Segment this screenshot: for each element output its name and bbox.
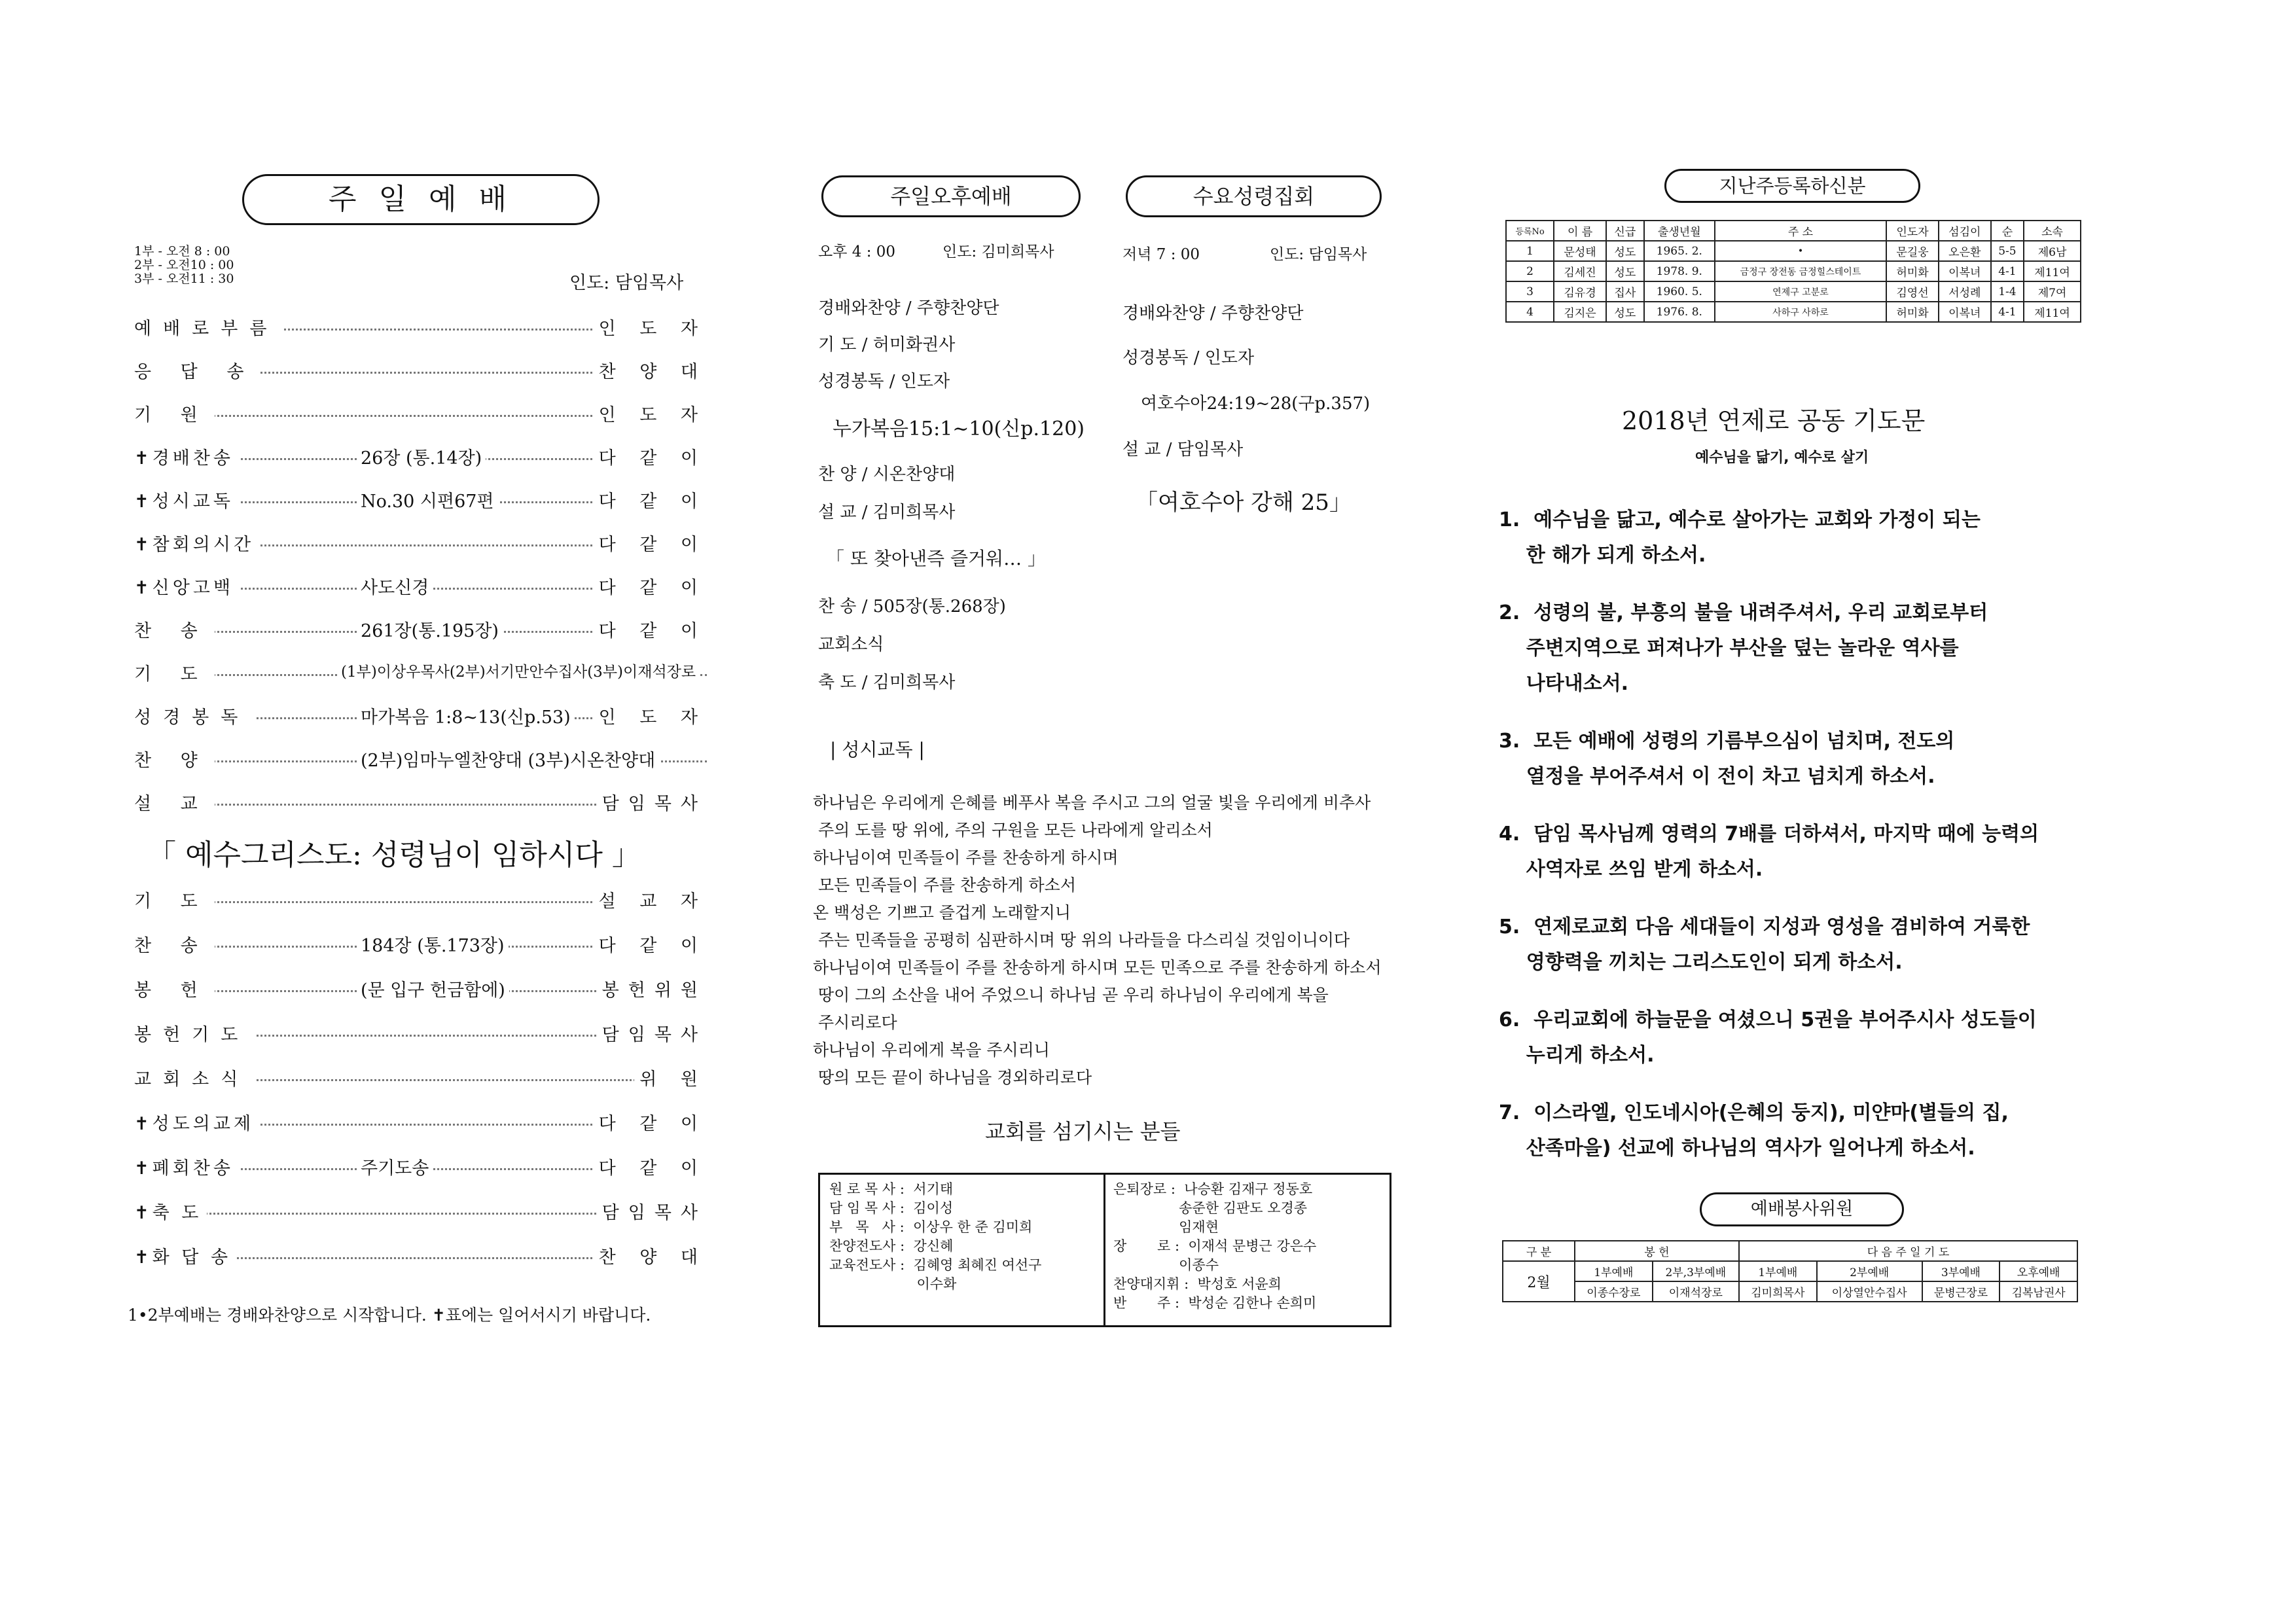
order-detail: 184장 (통.173장) [357, 931, 509, 957]
registration-row [1506, 302, 2081, 322]
psalm-line: 주의 도를 땅 위에, 주의 구원을 모든 나라에게 알리소서 [813, 821, 1213, 840]
servants-box [818, 1173, 1391, 1327]
order-label: 설 교 [134, 789, 215, 815]
afternoon-worship-title: 주일오후예배 [821, 175, 1081, 217]
registration-cell: 사하구 사하로 [1715, 302, 1886, 322]
order-role: 담임목사 [597, 1020, 707, 1046]
service-sub-6: 오후예배 [2000, 1261, 2077, 1281]
registration-cell: 오은환 [1939, 241, 1991, 261]
order-label: 기 도 [134, 660, 215, 685]
time-3: 3부 - 오전11 : 30 [134, 272, 234, 286]
afternoon-leader: 인도: 김미희목사 [942, 243, 1054, 260]
prayer-list [1499, 503, 2039, 1188]
order-label: ✝성시교독 [134, 487, 239, 512]
order-label: ✝신앙고백 [134, 573, 239, 599]
service-header-row [1503, 1241, 2077, 1261]
registration-row [1506, 281, 2081, 302]
order-row [134, 660, 707, 686]
wednesday-line-4: 설 교 / 담임목사 [1122, 440, 1244, 459]
order-detail: No.30 시편67편 [357, 487, 498, 512]
psalm-line: 주시리로다 [813, 1013, 897, 1032]
registration-cell: 허미화 [1886, 302, 1939, 322]
prayer-item [1499, 1096, 2039, 1166]
registration-cell: 연제구 고분로 [1715, 281, 1886, 302]
header-affiliation: 소속 [2024, 221, 2081, 241]
order-detail: 주기도송 [357, 1154, 433, 1179]
order-role: 위 원 [634, 1065, 707, 1090]
servant-line: 송준한 김판도 오경종 [1113, 1200, 1308, 1216]
afternoon-line-3: 성경봉독 / 인도자 [818, 372, 950, 391]
registration-table [1505, 220, 2081, 323]
order-label: 봉헌기도 [134, 1020, 255, 1046]
order-label: 찬 송 [134, 616, 215, 642]
service-sub-4: 2부예배 [1817, 1261, 1922, 1281]
servant-line: 찬양대지휘 : 박성호 서윤희 [1113, 1276, 1282, 1292]
psalm-line: 온 백성은 기쁘고 즐겁게 노래할지니 [813, 903, 1071, 922]
service-val-6: 김복남권사 [2000, 1281, 2077, 1302]
order-role: 다 같 이 [594, 1154, 707, 1179]
registration-row [1506, 261, 2081, 281]
header-rank: 신급 [1606, 221, 1644, 241]
prayer-line: 나타내소서. [1499, 672, 1629, 695]
psalm-line: 하나님이 우리에게 복을 주시리니 [813, 1041, 1050, 1060]
order-detail: (1부)이상우목사(2부)서기만안수집사(3부)이재석장로 [337, 660, 700, 681]
registration-cell: 4-1 [1991, 302, 2024, 322]
service-sub-row [1503, 1261, 2077, 1281]
prayer-item [1499, 503, 2039, 573]
order-label: 교회소식 [134, 1065, 255, 1090]
registration-cell: 1960. 5. [1644, 281, 1715, 302]
prayer-item [1499, 910, 2039, 980]
worship-order [134, 314, 707, 838]
service-month: 2월 [1503, 1261, 1575, 1302]
servant-line: 원 로 목 사 : 서기태 [829, 1181, 954, 1197]
registration-cell: 문성태 [1554, 241, 1606, 261]
wednesday-line-1: 경배와찬양 / 주향찬양단 [1122, 304, 1304, 323]
header-no: 등록No [1506, 221, 1554, 241]
registration-cell: 문길웅 [1886, 241, 1939, 261]
order-row [134, 746, 707, 772]
service-val-5: 문병근장로 [1922, 1281, 2000, 1302]
service-h-offering: 봉 헌 [1575, 1241, 1739, 1261]
servant-line: 은퇴장로 : 나승환 김재구 정동호 [1113, 1181, 1313, 1197]
registration-cell: 성도 [1606, 241, 1644, 261]
order-row [134, 444, 707, 470]
registration-cell: 이복녀 [1939, 302, 1991, 322]
registration-cell: • [1715, 241, 1886, 261]
order-detail: (문 입구 헌금함에) [357, 976, 509, 1001]
sermon-title: 「 예수그리스도: 성령님이 임하시다 」 [147, 838, 641, 872]
order-row [134, 401, 707, 427]
service-val-4: 이상열안수집사 [1817, 1281, 1922, 1302]
service-committee-table [1502, 1240, 2078, 1302]
order-label: 찬 양 [134, 746, 215, 772]
header-address: 주 소 [1715, 221, 1886, 241]
servant-line: 교육전도사 : 김혜영 최혜진 여선구 [829, 1257, 1042, 1273]
order-row [134, 487, 707, 513]
servant-line: 임재현 [1113, 1219, 1219, 1235]
order-label: 찬 송 [134, 931, 215, 957]
header-birth: 출생년월 [1644, 221, 1715, 241]
order-detail: 사도신경 [357, 573, 433, 599]
registration-header-row [1506, 221, 2081, 241]
afternoon-time: 오후 4 : 00 [818, 243, 896, 260]
worship-order-2 [134, 887, 707, 1279]
order-row [134, 1065, 707, 1091]
registration-cell: 집사 [1606, 281, 1644, 302]
psalm-line: 하나님이여 민족들이 주를 찬송하게 하시며 모든 민족으로 주를 찬송하게 하소서 [813, 958, 1382, 977]
registration-cell: 1978. 9. [1644, 261, 1715, 281]
time-1: 1부 - 오전 8 : 00 [134, 244, 230, 259]
servant-line: 찬양전도사 : 강신혜 [829, 1238, 954, 1254]
psalm-line: 땅의 모든 끝이 하나님을 경외하리로다 [813, 1068, 1092, 1087]
prayer-item [1499, 1003, 2039, 1073]
order-row [134, 887, 707, 913]
servant-line: 부 목 사 : 이상우 한 준 김미희 [829, 1219, 1033, 1235]
registration-cell: 4 [1506, 302, 1554, 322]
order-role: 다 같 이 [594, 444, 707, 469]
prayer-item [1499, 596, 2039, 702]
order-detail: 마가복음 1:8~13(신p.53) [357, 703, 575, 728]
service-val-3: 김미희목사 [1739, 1281, 1817, 1302]
order-label: ✝축 도 [134, 1198, 207, 1224]
servant-line: 담 임 목 사 : 김이성 [829, 1200, 954, 1216]
order-label: ✝성도의교제 [134, 1109, 259, 1135]
header-name: 이 름 [1554, 221, 1606, 241]
wednesday-sermon: 「여호수아 강해 25」 [1136, 490, 1352, 516]
prayer-item [1499, 724, 2039, 794]
order-row [134, 573, 707, 599]
registration-cell: 제7여 [2024, 281, 2081, 302]
order-detail: 261장(통.195장) [357, 616, 503, 642]
registration-cell: 허미화 [1886, 261, 1939, 281]
servant-line: 이종수 [1113, 1257, 1219, 1273]
registration-cell: 금정구 장전동 금정힐스테이트 [1715, 261, 1886, 281]
registration-cell: 1976. 8. [1644, 302, 1715, 322]
registration-row [1506, 241, 2081, 261]
psalm-line: 모든 민족들이 주를 찬송하게 하소서 [813, 876, 1076, 895]
servant-line: 이수화 [829, 1276, 957, 1292]
order-role: 인 도 자 [594, 401, 707, 426]
psalm-line: 하나님은 우리에게 은혜를 베푸사 복을 주시고 그의 얼굴 빛을 우리에게 비추사 [813, 793, 1371, 812]
prayer-line: 5. 연제로교회 다음 세대들이 지성과 영성을 겸비하여 거룩한 [1499, 916, 2030, 938]
order-detail: 26장 (통.14장) [357, 444, 486, 469]
registration-cell: 제11여 [2024, 302, 2081, 322]
service-sub-5: 3부예배 [1922, 1261, 2000, 1281]
registration-cell: 제6남 [2024, 241, 2081, 261]
order-role: 담임목사 [597, 789, 707, 815]
registration-cell: 서성례 [1939, 281, 1991, 302]
psalm-reading [813, 789, 1381, 1092]
registration-cell: 1-4 [1991, 281, 2024, 302]
order-label: ✝폐회찬송 [134, 1154, 239, 1179]
service-committee-title: 예배봉사위원 [1700, 1192, 1904, 1226]
registration-cell: 제11여 [2024, 261, 2081, 281]
afternoon-sermon: 「 또 찾아낸즉 즐거워… 」 [826, 548, 1046, 569]
worship-times [134, 245, 234, 286]
registration-cell: 1965. 2. [1644, 241, 1715, 261]
psalm-line: 하나님이여 민족들이 주를 찬송하게 하시며 [813, 848, 1119, 867]
order-role: 찬 양 대 [594, 1243, 707, 1268]
order-label: ✝참회의시간 [134, 530, 259, 556]
order-label: 성경봉독 [134, 703, 255, 728]
registration-cell: 성도 [1606, 302, 1644, 322]
header-group: 순 [1991, 221, 2024, 241]
service-h-prayer: 다 음 주 일 기 도 [1739, 1241, 2077, 1261]
time-2: 2부 - 오전10 : 00 [134, 258, 234, 272]
wednesday-worship-title: 수요성령집회 [1126, 175, 1382, 217]
order-role: 설 교 자 [594, 887, 707, 912]
footnote: 1•2부예배는 경배와찬양으로 시작합니다. ✝표에는 일어서시기 바랍니다. [128, 1306, 651, 1325]
prayer-line: 열정을 부어주셔서 이 전이 차고 넘치게 하소서. [1499, 765, 1935, 788]
wednesday-scripture: 여호수아24:19~28(구p.357) [1141, 394, 1371, 414]
order-row [134, 357, 707, 383]
order-row [134, 616, 707, 643]
psalm-title: | 성시교독 | [830, 739, 925, 760]
afternoon-line-5: 찬 양 / 시온찬양대 [818, 465, 956, 484]
afternoon-line-2: 기 도 / 허미화권사 [818, 335, 956, 355]
psalm-line: 땅이 그의 소산을 내어 주었으니 하나님 곧 우리 하나님이 우리에게 복을 [813, 986, 1329, 1005]
service-h-category: 구 분 [1503, 1241, 1575, 1261]
servants-title: 교회를 섬기시는 분들 [985, 1119, 1181, 1144]
prayer-line: 2. 성령의 불, 부흥의 불을 내려주셔서, 우리 교회로부터 [1499, 601, 1988, 624]
order-label: 예배로부름 [134, 314, 283, 340]
service-sub-2: 2부,3부예배 [1653, 1261, 1739, 1281]
order-role: 인 도 자 [594, 314, 707, 340]
prayer-title: 2018년 연제로 공동 기도문 [1622, 406, 1926, 435]
afternoon-line-10: 축 도 / 김미희목사 [818, 673, 956, 692]
registration-title: 지난주등록하신분 [1664, 169, 1920, 203]
order-row [134, 1020, 707, 1046]
prayer-item [1499, 817, 2039, 887]
registration-cell: 5-5 [1991, 241, 2024, 261]
registration-cell: 김영선 [1886, 281, 1939, 302]
order-role: 인 도 자 [594, 703, 707, 728]
servants-left [829, 1180, 1041, 1294]
service-val-2: 이재석장로 [1653, 1281, 1739, 1302]
order-row [134, 931, 707, 957]
prayer-line: 4. 담임 목사님께 영력의 7배를 더하셔서, 마지막 때에 능력의 [1499, 823, 2039, 846]
prayer-line: 한 해가 되게 하소서. [1499, 544, 1706, 567]
prayer-subtitle: 예수님을 닮기, 예수로 살기 [1695, 450, 1869, 466]
order-row [134, 703, 707, 729]
registration-cell: 김유경 [1554, 281, 1606, 302]
worship-leader: 인도: 담임목사 [569, 273, 684, 293]
order-row [134, 789, 707, 815]
registration-cell: 김세진 [1554, 261, 1606, 281]
order-row [134, 314, 707, 340]
order-label: 봉 헌 [134, 976, 215, 1001]
order-row [134, 1243, 707, 1269]
afternoon-line-8: 찬 송 / 505장(통.268장) [818, 597, 1006, 616]
servant-line: 반 주 : 박성순 김한나 손희미 [1113, 1295, 1317, 1311]
order-label: 응 답 송 [134, 357, 260, 383]
header-server: 섬김이 [1939, 221, 1991, 241]
order-row [134, 1154, 707, 1180]
order-role: 다 같 이 [594, 487, 707, 512]
afternoon-line-1: 경배와찬양 / 주향찬양단 [818, 298, 999, 318]
prayer-line: 누리게 하소서. [1499, 1044, 1655, 1067]
servants-right [1113, 1180, 1316, 1313]
order-role: 찬 양 대 [594, 357, 707, 383]
registration-cell: 4-1 [1991, 261, 2024, 281]
psalm-line: 주는 민족들을 공평히 심판하시며 땅 위의 나라들을 다스리실 것임이니이다 [813, 931, 1350, 950]
order-role: 봉헌위원 [597, 976, 707, 1001]
prayer-line: 영향력을 끼치는 그리스도인이 되게 하소서. [1499, 951, 1903, 974]
order-role: 다 같 이 [594, 616, 707, 642]
wednesday-time: 저녁 7 : 00 [1122, 246, 1200, 263]
servant-line: 장 로 : 이재석 문병근 강은수 [1113, 1238, 1317, 1254]
order-label: ✝화 답 송 [134, 1243, 236, 1268]
order-role: 담임목사 [597, 1198, 707, 1224]
prayer-line: 7. 이스라엘, 인도네시아(은혜의 둥지), 미얀마(별들의 집, [1499, 1101, 2009, 1124]
registration-cell: 성도 [1606, 261, 1644, 281]
header-guide: 인도자 [1886, 221, 1939, 241]
order-role: 다 같 이 [594, 530, 707, 556]
order-row [134, 530, 707, 556]
afternoon-line-9: 교회소식 [818, 635, 884, 654]
service-value-row [1503, 1281, 2077, 1302]
afternoon-scripture: 누가복음15:1~10(신p.120) [833, 418, 1085, 440]
order-role: 다 같 이 [594, 573, 707, 599]
order-detail: (2부)임마누엘찬양대 (3부)시온찬양대 [357, 746, 659, 772]
registration-cell: 김지은 [1554, 302, 1606, 322]
prayer-line: 산족마을) 선교에 하나님의 역사가 일어나게 하소서. [1499, 1137, 1975, 1160]
prayer-line: 1. 예수님을 닮고, 예수로 살아가는 교회와 가정이 되는 [1499, 508, 1981, 531]
registration-cell: 1 [1506, 241, 1554, 261]
order-label: 기 원 [134, 401, 215, 426]
order-row [134, 1109, 707, 1135]
servants-divider [1103, 1175, 1105, 1325]
order-role: 다 같 이 [594, 1109, 707, 1135]
order-role: 다 같 이 [594, 931, 707, 957]
order-label: 기 도 [134, 887, 215, 912]
wednesday-leader: 인도: 담임목사 [1270, 246, 1367, 263]
order-row [134, 1198, 707, 1224]
order-row [134, 976, 707, 1002]
prayer-line: 사역자로 쓰임 받게 하소서. [1499, 858, 1763, 881]
wednesday-line-2: 성경봉독 / 인도자 [1122, 348, 1255, 368]
service-val-1: 이종수장로 [1575, 1281, 1653, 1302]
service-sub-1: 1부예배 [1575, 1261, 1653, 1281]
registration-cell: 2 [1506, 261, 1554, 281]
registration-cell: 3 [1506, 281, 1554, 302]
registration-cell: 이복녀 [1939, 261, 1991, 281]
prayer-line: 주변지역으로 퍼져나가 부산을 덮는 놀라운 역사를 [1499, 637, 1959, 660]
service-sub-3: 1부예배 [1739, 1261, 1817, 1281]
afternoon-line-6: 설 교 / 김미희목사 [818, 503, 956, 522]
sunday-worship-title: 주 일 예 배 [242, 174, 600, 225]
prayer-line: 6. 우리교회에 하늘문을 여셨으니 5권을 부어주시사 성도들이 [1499, 1008, 2037, 1031]
prayer-line: 3. 모든 예배에 성령의 기름부으심이 넘치며, 전도의 [1499, 730, 1955, 753]
order-label: ✝경배찬송 [134, 444, 239, 469]
